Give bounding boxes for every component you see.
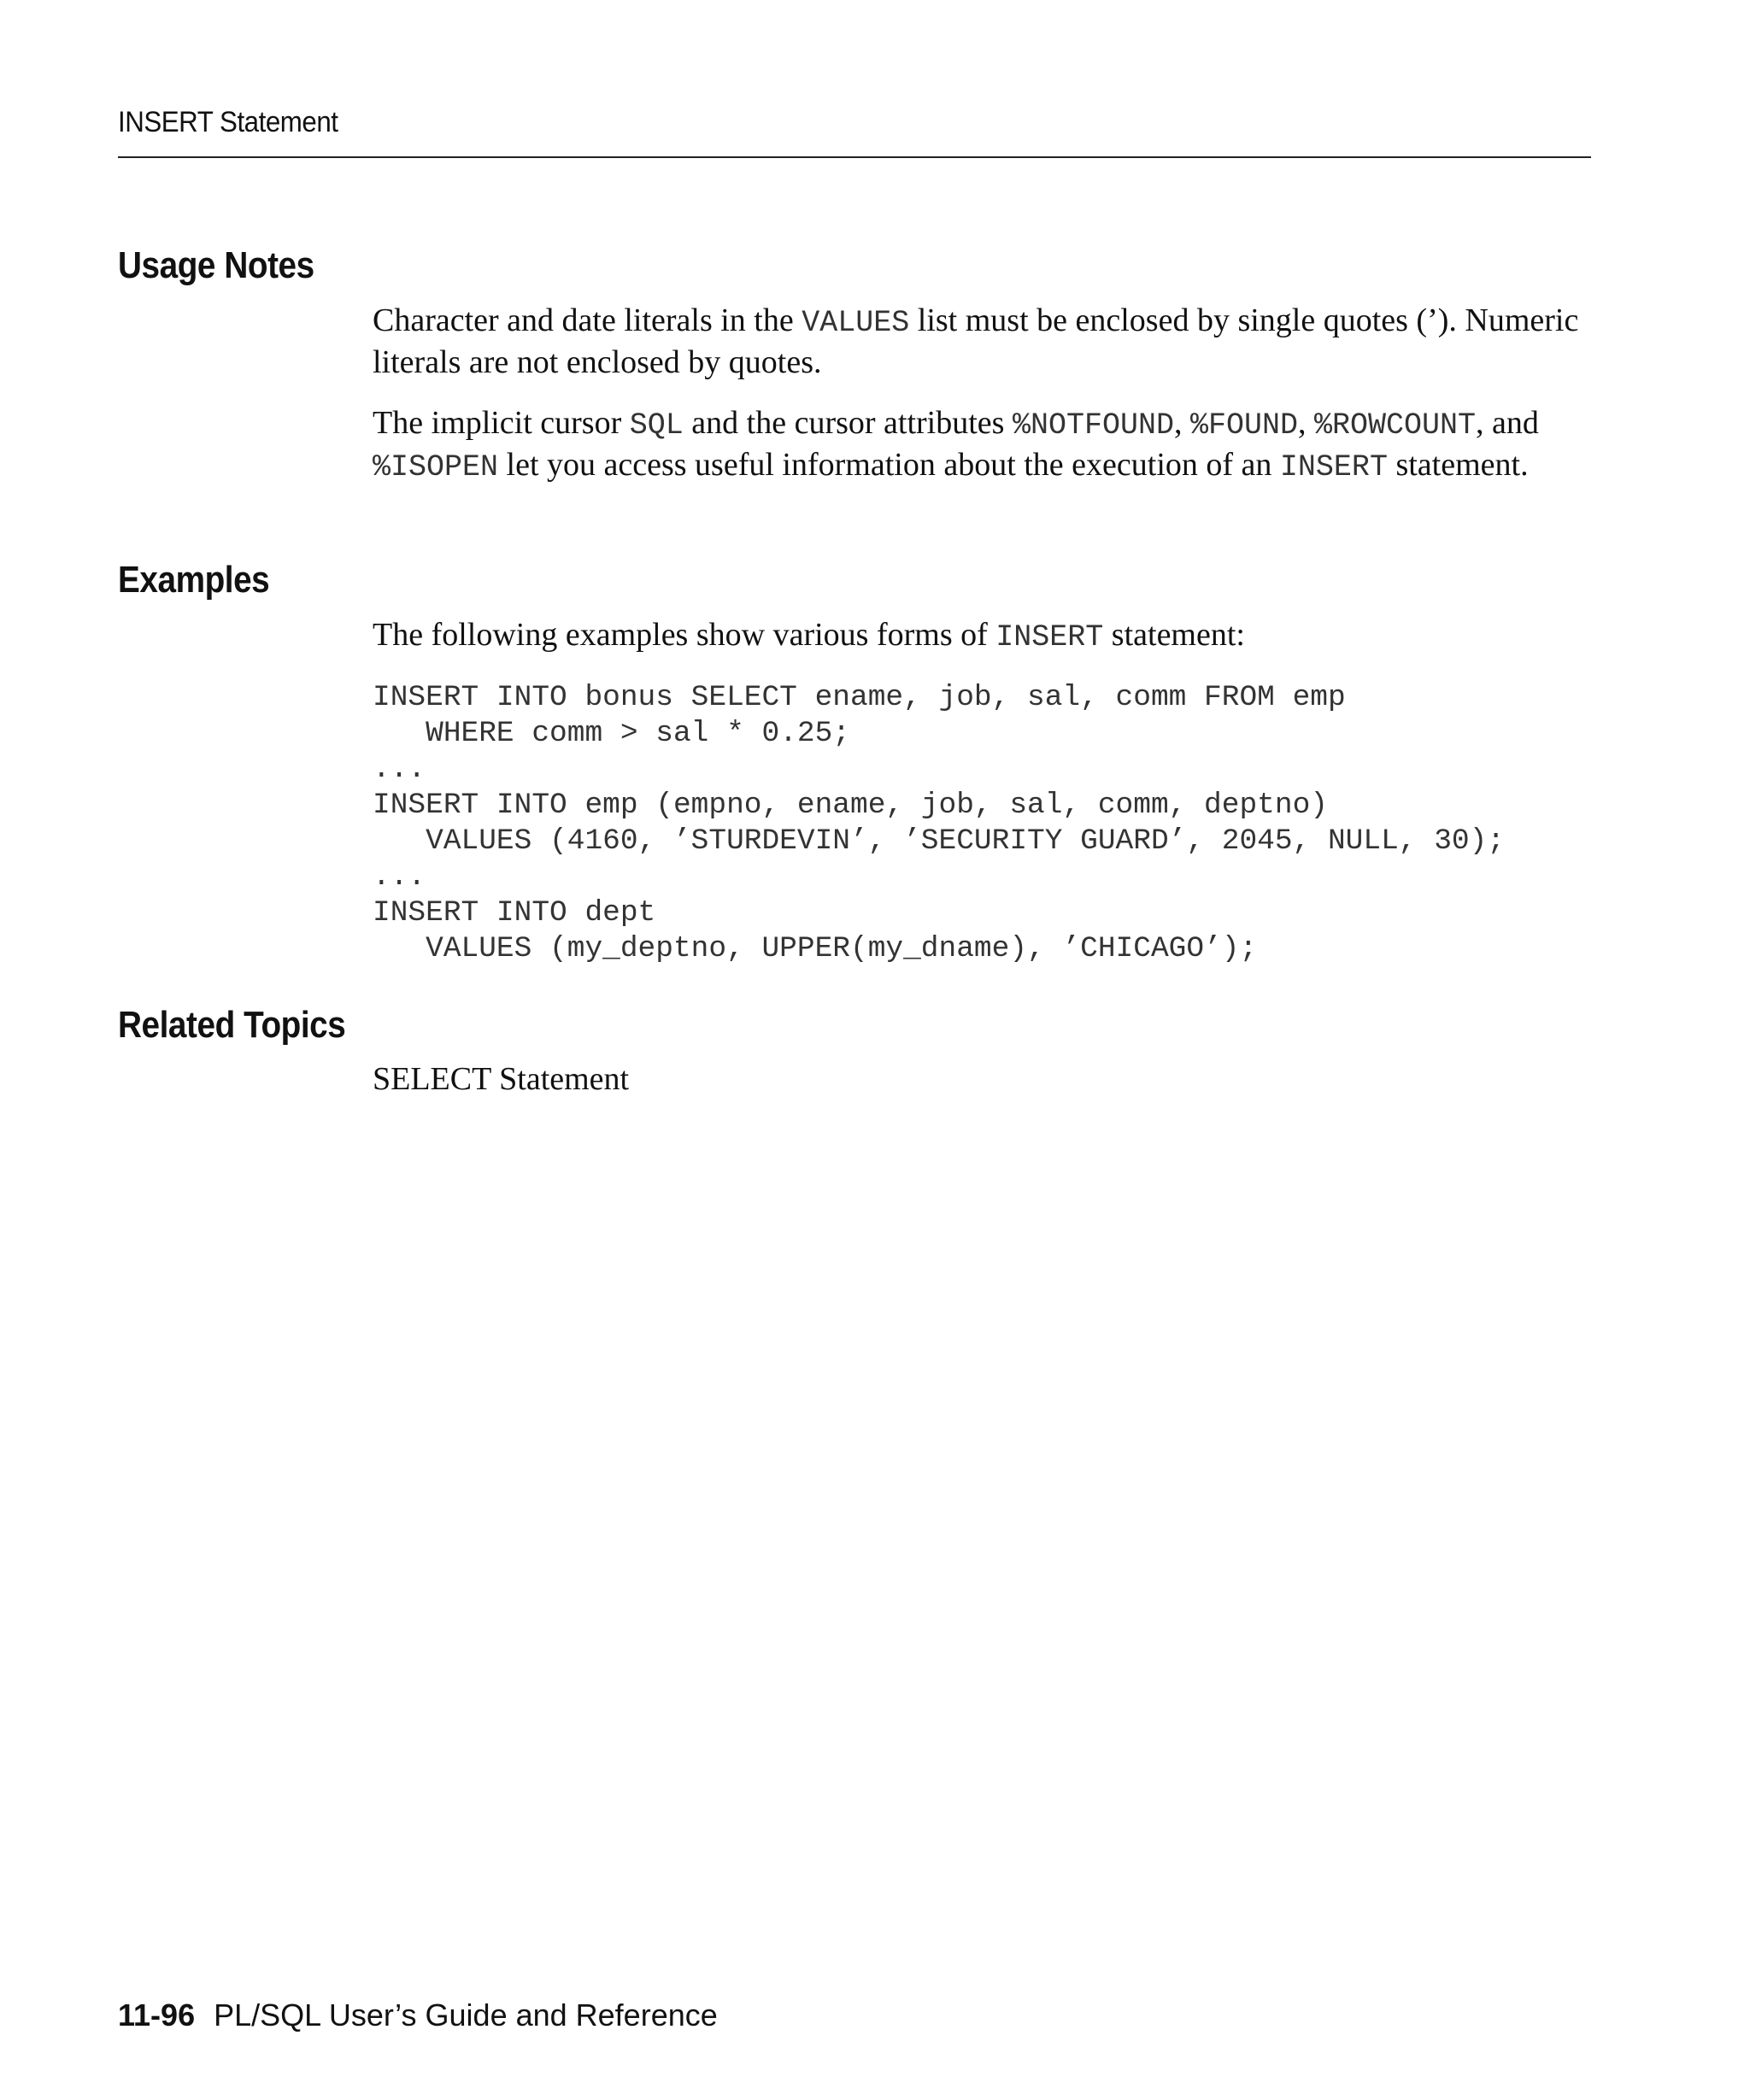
text-run: Character and date literals in the — [373, 302, 802, 338]
inline-code: %ISOPEN — [373, 450, 499, 484]
text-run: The implicit cursor — [373, 405, 630, 441]
usage-notes-paragraph-1 — [373, 301, 1603, 382]
text-run: The following examples show various forms of — [373, 617, 996, 653]
text-run: , — [1173, 405, 1190, 441]
inline-code: INSERT — [995, 620, 1104, 654]
text-run: and the cursor attributes — [683, 405, 1013, 441]
book-title: PL/SQL User’s Guide and Reference — [214, 1997, 718, 2033]
inline-code: %NOTFOUND — [1012, 408, 1174, 443]
related-topic-link-select-statement[interactable]: SELECT Statement — [373, 1061, 630, 1097]
examples-heading: Examples — [118, 559, 270, 601]
usage-notes-body — [373, 301, 1603, 487]
text-run: let you access useful information about the execution of an — [498, 447, 1280, 483]
usage-notes-heading: Usage Notes — [118, 244, 314, 286]
usage-notes-paragraph-2 — [373, 403, 1603, 487]
page-number: 11-96 — [118, 1997, 196, 2033]
inline-code: %FOUND — [1189, 408, 1299, 443]
text-run: statement: — [1103, 617, 1245, 653]
page-footer — [118, 1997, 718, 2033]
examples-intro-paragraph — [373, 615, 1603, 657]
inline-code: INSERT — [1279, 450, 1388, 484]
inline-code: %ROWCOUNT — [1314, 408, 1477, 443]
text-run: , and — [1476, 405, 1539, 441]
examples-body — [373, 615, 1603, 657]
text-run: statement. — [1387, 447, 1529, 483]
text-run: , — [1298, 405, 1315, 441]
related-topics-heading: Related Topics — [118, 1004, 346, 1046]
running-header-title: INSERT Statement — [118, 106, 338, 138]
inline-code: VALUES — [802, 306, 910, 340]
header-divider — [118, 156, 1591, 158]
text-run: list must be enclosed by single quotes (’). Numeric literals are not enclosed by quotes. — [373, 302, 1579, 380]
inline-code: SQL — [629, 408, 684, 443]
examples-code-block: INSERT INTO bonus SELECT ename, job, sal, comm FROM emp WHERE comm > sal * 0.25; ... INSERT INTO emp (empno, ename, job, sal, comm, deptno) VALUES (4160, ’STURDEVIN’, ’SECURITY GUARD’, 2045, NULL, 30); ... INSERT INTO dept VALUES (my_deptno, UPPER(my_dname), ’CHICAGO’); — [373, 681, 1506, 965]
related-topics-body — [373, 1059, 1603, 1099]
